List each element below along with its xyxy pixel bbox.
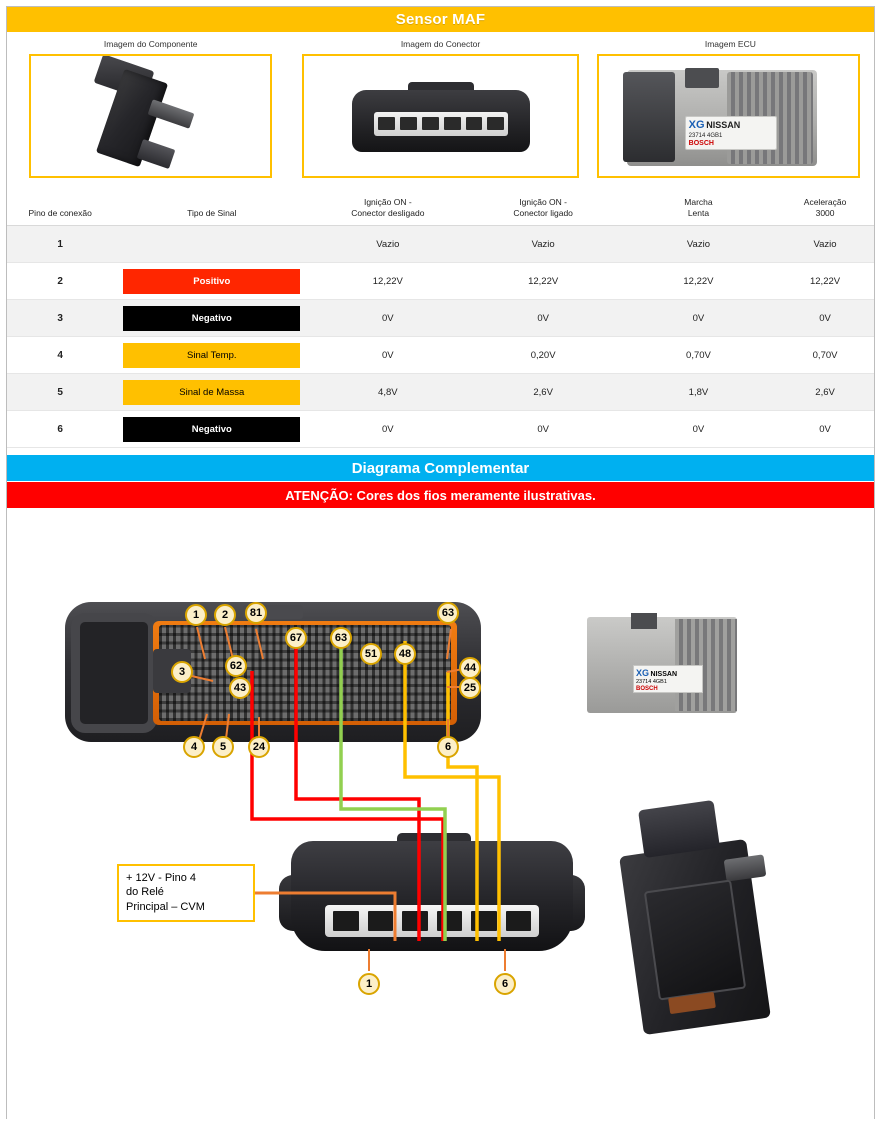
cell-signal bbox=[113, 226, 310, 263]
warning-text: ATENÇÃO: Cores dos fios meramente ilustrativas. bbox=[285, 487, 596, 503]
callout-line-1: + 12V - Pino 4 bbox=[126, 872, 197, 884]
cell-signal bbox=[113, 374, 310, 411]
cell-pin: 1 bbox=[7, 226, 113, 263]
cell-pin: 5 bbox=[7, 374, 113, 411]
ecu-photo-make: NISSAN bbox=[650, 671, 677, 678]
bubble-ecu-pin-43: 43 bbox=[229, 677, 251, 699]
cell-signal bbox=[113, 263, 310, 300]
bubble-ecu-pin-63a: 63 bbox=[437, 602, 459, 624]
bubble-ecu-pin-51: 51 bbox=[360, 643, 382, 665]
cell-signal bbox=[113, 300, 310, 337]
cell-ign-on-connected: 0,20V bbox=[465, 337, 620, 374]
component-image-cell bbox=[7, 34, 294, 189]
images-row bbox=[7, 34, 874, 189]
signal-chip: Negativo bbox=[123, 417, 300, 442]
th-ign-on-disconnected: Ignição ON - Conector desligado bbox=[310, 193, 465, 226]
bubble-ecu-pin-2: 2 bbox=[214, 604, 236, 626]
warning-band bbox=[7, 482, 874, 508]
bubble-ecu-pin-48: 48 bbox=[394, 643, 416, 665]
ecu-label-code: 23714 4GB1 bbox=[688, 132, 723, 139]
callout-line-3: Principal – CVM bbox=[126, 900, 205, 913]
cell-accel: 12,22V bbox=[776, 263, 874, 300]
cell-signal bbox=[113, 411, 310, 448]
cell-signal bbox=[113, 337, 310, 374]
ecu-label-supplier: BOSCH bbox=[688, 140, 714, 148]
callout-box bbox=[117, 864, 255, 922]
ecu-label-brand: XG bbox=[688, 119, 705, 131]
cell-accel: 0V bbox=[776, 300, 874, 337]
connector-image-cell bbox=[294, 34, 586, 189]
cell-pin: 4 bbox=[7, 337, 113, 374]
cell-idle: 0V bbox=[621, 300, 776, 337]
cell-accel: 2,6V bbox=[776, 374, 874, 411]
cell-ign-on-disconnected: 0V bbox=[310, 300, 465, 337]
component-image bbox=[29, 54, 272, 178]
ecu-photo-supplier: BOSCH bbox=[636, 685, 658, 692]
cell-ign-on-connected: 2,6V bbox=[465, 374, 620, 411]
cell-accel: 0V bbox=[776, 411, 874, 448]
callout-line-2: do Relé bbox=[126, 886, 164, 899]
cell-ign-on-disconnected: 0V bbox=[310, 411, 465, 448]
bubble-ecu-pin-63b: 63 bbox=[330, 627, 352, 649]
signal-chip: Positivo bbox=[123, 269, 300, 294]
signal-chip: Negativo bbox=[123, 306, 300, 331]
table-row bbox=[7, 226, 874, 263]
cell-accel: Vazio bbox=[776, 226, 874, 263]
cell-ign-on-connected: 0V bbox=[465, 300, 620, 337]
signal-chip: Sinal de Massa bbox=[123, 380, 300, 405]
cell-idle: 12,22V bbox=[621, 263, 776, 300]
bubble-ecu-pin-4: 4 bbox=[183, 736, 205, 758]
table-row bbox=[7, 337, 874, 374]
ecu-illustration bbox=[599, 56, 858, 176]
cell-pin: 2 bbox=[7, 263, 113, 300]
table-row bbox=[7, 263, 874, 300]
bubble-ecu-pin-67: 67 bbox=[285, 627, 307, 649]
bubble-ecu-pin-5: 5 bbox=[212, 736, 234, 758]
table-row bbox=[7, 411, 874, 448]
ecu-image-cell bbox=[587, 34, 874, 189]
diagram-title: Diagrama Complementar bbox=[351, 459, 530, 477]
bubble-ecu-pin-24: 24 bbox=[248, 736, 270, 758]
table-row bbox=[7, 300, 874, 337]
title-bar bbox=[7, 7, 874, 33]
connector-image bbox=[302, 54, 578, 178]
ecu-image bbox=[597, 54, 860, 178]
cell-accel: 0,70V bbox=[776, 337, 874, 374]
ecu-photo-code: 23714 4GB1 bbox=[636, 679, 667, 686]
bubble-ecu-pin-3: 3 bbox=[171, 661, 193, 683]
table-header-row bbox=[7, 193, 874, 226]
bubble-ecu-pin-62: 62 bbox=[225, 655, 247, 677]
maf-sensor-illustration bbox=[31, 56, 270, 176]
bubble-ecu-pin-44: 44 bbox=[459, 657, 481, 679]
table-row bbox=[7, 374, 874, 411]
bubble-ecu-pin-25: 25 bbox=[459, 677, 481, 699]
page-title: Sensor MAF bbox=[395, 11, 486, 28]
bubble-ecu-pin-6: 6 bbox=[437, 736, 459, 758]
th-signal-type: Tipo de Sinal bbox=[113, 193, 310, 226]
cell-idle: 0,70V bbox=[621, 337, 776, 374]
wire-paths bbox=[7, 509, 876, 1119]
ecu-photo-brand: XG bbox=[636, 668, 650, 678]
ecu-caption: Imagem ECU bbox=[704, 39, 756, 49]
connector-caption: Imagem do Conector bbox=[400, 39, 481, 49]
cell-ign-on-disconnected: 12,22V bbox=[310, 263, 465, 300]
signal-chip: Sinal Temp. bbox=[123, 343, 300, 368]
ecu-label bbox=[685, 116, 777, 150]
bubble-ecu-pin-1: 1 bbox=[185, 604, 207, 626]
cell-pin: 3 bbox=[7, 300, 113, 337]
bubble-conn-pin-1: 1 bbox=[358, 973, 380, 995]
th-idle: Marcha Lenta bbox=[621, 193, 776, 226]
cell-ign-on-disconnected: 0V bbox=[310, 337, 465, 374]
cell-ign-on-connected: 0V bbox=[465, 411, 620, 448]
cell-ign-on-disconnected: 4,8V bbox=[310, 374, 465, 411]
cell-ign-on-disconnected: Vazio bbox=[310, 226, 465, 263]
pin-table bbox=[7, 193, 874, 448]
cell-idle: 0V bbox=[621, 411, 776, 448]
th-pin: Pino de conexão bbox=[7, 193, 113, 226]
ecu-label-make: NISSAN bbox=[706, 120, 741, 130]
cell-pin: 6 bbox=[7, 411, 113, 448]
wiring-diagram bbox=[7, 509, 874, 1119]
datasheet-sheet bbox=[6, 6, 875, 1119]
th-accel: Aceleração 3000 bbox=[776, 193, 874, 226]
cell-idle: 1,8V bbox=[621, 374, 776, 411]
cell-idle: Vazio bbox=[621, 226, 776, 263]
diagram-title-band bbox=[7, 454, 874, 481]
connector-illustration bbox=[304, 56, 576, 176]
th-ign-on-connected: Ignição ON - Conector ligado bbox=[465, 193, 620, 226]
cell-ign-on-connected: 12,22V bbox=[465, 263, 620, 300]
cell-ign-on-connected: Vazio bbox=[465, 226, 620, 263]
bubble-ecu-pin-81: 81 bbox=[245, 602, 267, 624]
component-caption: Imagem do Componente bbox=[103, 39, 198, 49]
bubble-conn-pin-6: 6 bbox=[494, 973, 516, 995]
